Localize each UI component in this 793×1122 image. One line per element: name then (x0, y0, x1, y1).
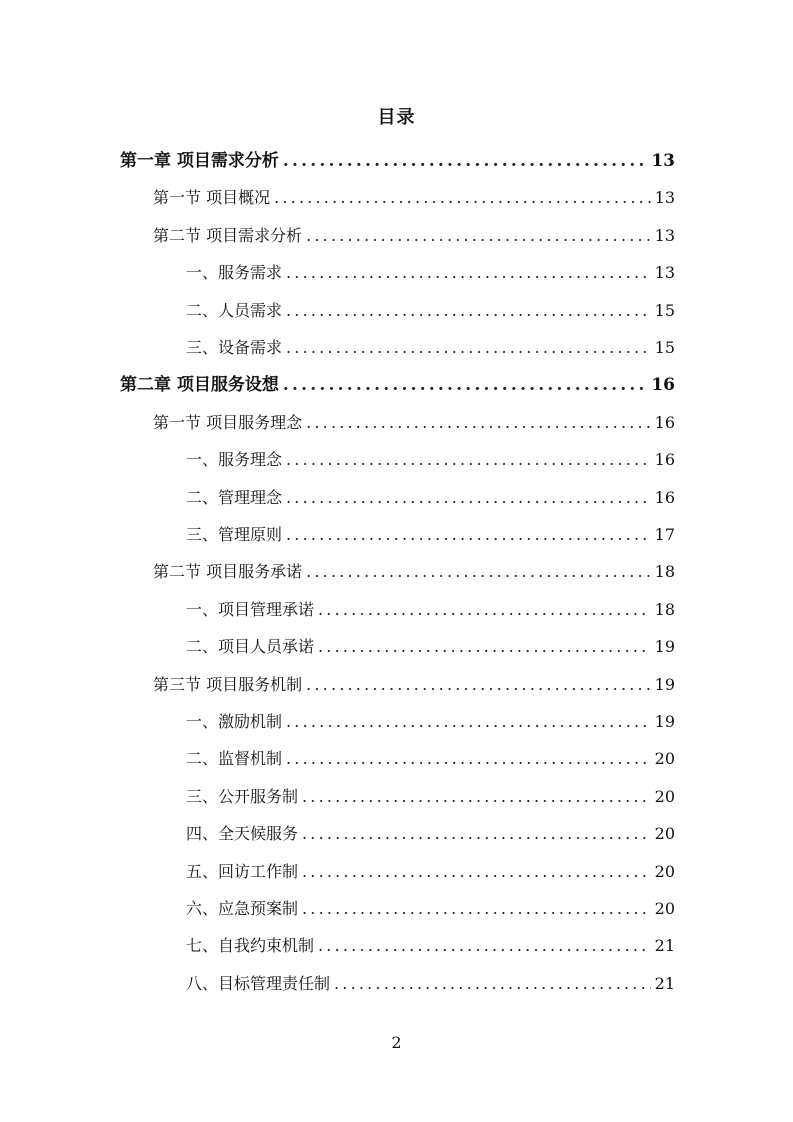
toc-subsection[interactable] (186, 744, 675, 770)
toc-subsection[interactable] (186, 857, 675, 883)
toc-entry-page: 16 (654, 412, 675, 432)
toc-entry-label: 一、项目管理承诺 (186, 599, 315, 619)
toc-entry-page: 18 (654, 599, 675, 619)
toc-section[interactable] (153, 670, 675, 696)
toc-subsection[interactable] (186, 707, 675, 733)
toc-entry-label: 二、监督机制 (186, 749, 283, 769)
toc-leader-dots (286, 262, 651, 284)
toc-leader-dots (306, 225, 651, 247)
toc-leader-dots (306, 412, 651, 434)
toc-chapter[interactable] (120, 370, 675, 396)
toc-entry-page: 13 (651, 151, 675, 171)
toc-leader-dots (318, 935, 651, 957)
toc-entry-page: 20 (654, 824, 675, 844)
toc-title: 目录 (377, 107, 416, 128)
toc-subsection[interactable] (186, 445, 675, 471)
toc-section[interactable] (153, 557, 675, 583)
toc-entry-label: 三、设备需求 (186, 338, 283, 357)
toc-entry-label: 第三节 项目服务机制 (153, 674, 303, 694)
toc-entry-page: 20 (654, 861, 675, 881)
toc-entry-page: 19 (654, 712, 675, 731)
toc-subsection[interactable] (186, 819, 675, 845)
toc-entry-page: 20 (654, 786, 675, 806)
toc-entry-label: 三、管理原则 (186, 525, 283, 544)
toc-chapter[interactable] (120, 146, 675, 172)
toc-entry-label: 二、项目人员承诺 (186, 637, 315, 657)
toc-entry-label: 第一节 项目概况 (153, 188, 271, 208)
toc-entry-label: 第二章 项目服务设想 (120, 375, 279, 396)
toc-subsection[interactable] (186, 520, 675, 546)
toc-leader-dots (283, 150, 647, 172)
toc-entry-page: 21 (654, 936, 675, 956)
toc-entry-label: 一、服务需求 (186, 263, 283, 283)
toc-entry-label: 三、公开服务制 (186, 786, 299, 806)
toc-entry-label: 第一节 项目服务理念 (153, 412, 303, 432)
toc-subsection[interactable] (186, 782, 675, 808)
toc-leader-dots (302, 823, 651, 845)
toc-entry-label: 二、管理理念 (186, 487, 283, 507)
toc-leader-dots (286, 449, 651, 471)
page-number: 2 (391, 1033, 402, 1052)
toc-section[interactable] (153, 183, 675, 209)
toc-leader-dots (306, 561, 651, 583)
toc-entry-page: 16 (654, 450, 675, 470)
toc-subsection[interactable] (186, 931, 675, 957)
toc-entry-page: 13 (654, 225, 675, 245)
toc-leader-dots (283, 374, 647, 396)
toc-entry-page: 20 (654, 899, 675, 918)
toc-entry-label: 第一章 项目需求分析 (120, 151, 279, 171)
toc-leader-dots (286, 748, 651, 770)
toc-entry-page: 21 (654, 973, 675, 993)
toc-leader-dots (286, 487, 651, 509)
toc-leader-dots (286, 337, 651, 359)
toc-entry-label: 八、目标管理责任制 (186, 973, 331, 993)
toc-section[interactable] (153, 408, 675, 434)
toc-subsection[interactable] (186, 333, 675, 359)
toc-leader-dots (302, 898, 651, 920)
toc-entry-page: 16 (654, 487, 675, 507)
toc-leader-dots (286, 300, 651, 322)
toc-entry-page: 13 (654, 188, 675, 208)
toc-entry-label: 第二节 项目服务承诺 (153, 562, 303, 582)
toc-leader-dots (334, 973, 651, 995)
toc-entry-label: 七、自我约束机制 (186, 936, 315, 956)
toc-entry-page: 13 (654, 263, 675, 283)
toc-entry-page: 19 (654, 674, 675, 694)
toc-leader-dots (302, 861, 651, 883)
toc-entry-label: 一、激励机制 (186, 712, 283, 731)
toc-subsection[interactable] (186, 632, 675, 658)
toc-entry-page: 15 (654, 300, 675, 320)
toc-subsection[interactable] (186, 595, 675, 621)
toc-leader-dots (286, 711, 651, 733)
toc-leader-dots (274, 187, 651, 209)
toc-entry-page: 18 (654, 562, 675, 582)
toc-subsection[interactable] (186, 296, 675, 322)
toc-entry-label: 四、全天候服务 (186, 824, 299, 844)
toc-subsection[interactable] (186, 894, 675, 920)
toc-entry-label: 一、服务理念 (186, 450, 283, 470)
toc-leader-dots (306, 674, 651, 696)
toc-entry-label: 第二节 项目需求分析 (153, 225, 303, 245)
toc-leader-dots (302, 786, 651, 808)
toc-section[interactable] (153, 221, 675, 247)
toc-leader-dots (318, 599, 651, 621)
toc-subsection[interactable] (186, 483, 675, 509)
toc-subsection[interactable] (186, 969, 675, 995)
toc-leader-dots (286, 524, 651, 546)
toc-entry-page: 19 (654, 637, 675, 657)
toc-entry-page: 15 (654, 338, 675, 357)
toc-entry-label: 五、回访工作制 (186, 861, 299, 881)
toc-subsection[interactable] (186, 258, 675, 284)
toc-leader-dots (318, 636, 651, 658)
toc-entry-page: 16 (651, 375, 675, 396)
toc-entry-label: 二、人员需求 (186, 300, 283, 320)
toc-entry-page: 17 (654, 525, 675, 544)
toc-entry-label: 六、应急预案制 (186, 899, 299, 918)
toc-entry-page: 20 (654, 749, 675, 769)
